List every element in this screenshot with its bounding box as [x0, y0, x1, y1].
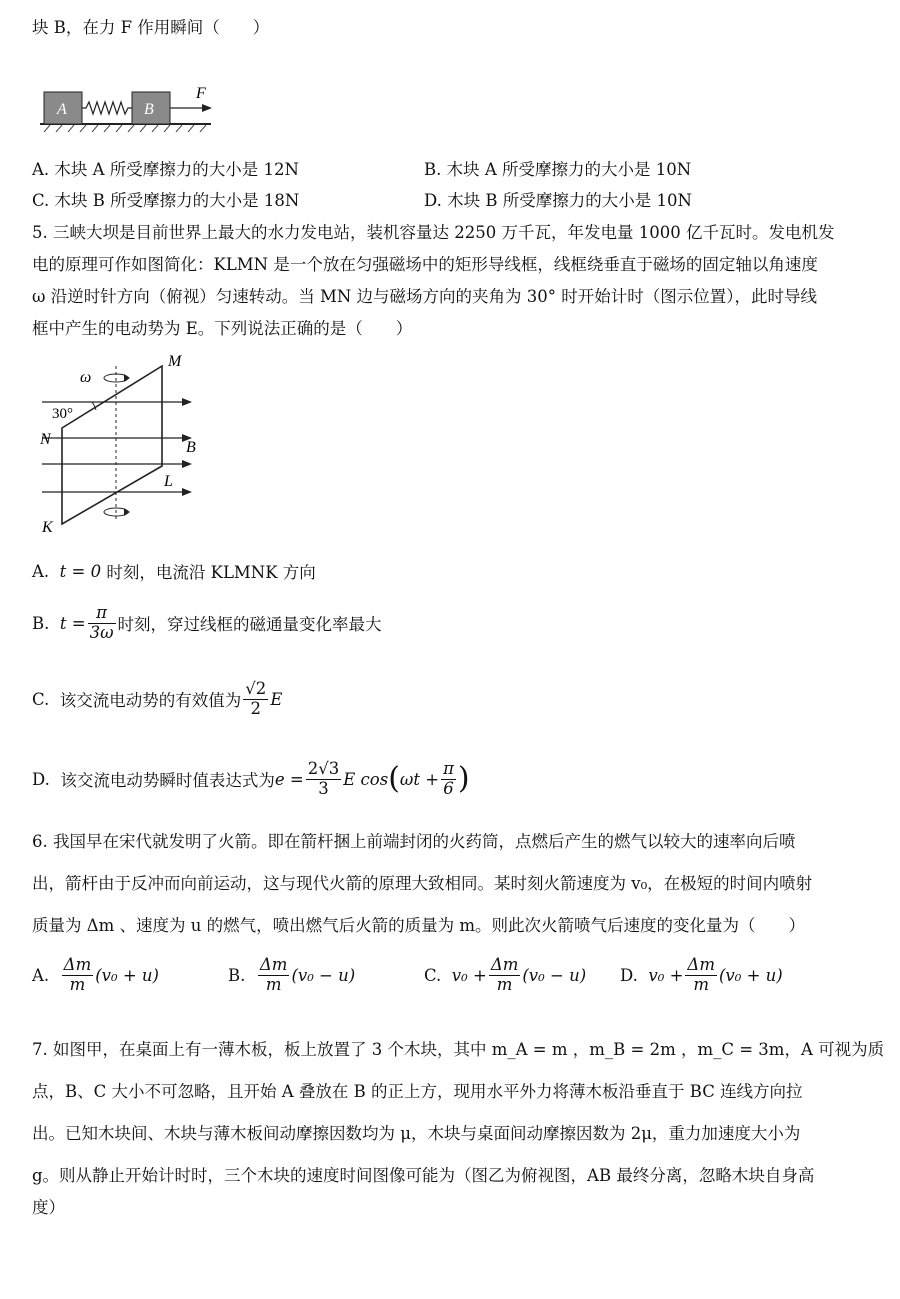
q5-option-d[interactable]: D. 该交流电动势瞬时值表达式为 e = $\frac{2√3}{3}$ E cos ( ωt + $\frac{\pi}{6}$ )	[32, 759, 470, 798]
q4-stem-tail: 块 B，在力 F 作用瞬间（ ）	[32, 18, 270, 37]
option-prefix: A.	[32, 965, 50, 985]
q6-line-2: 出，箭杆由于反冲而向前运动，这与现代火箭的原理大致相同。某时刻火箭速度为 v₀，在极短的时间内喷射	[32, 874, 813, 893]
q5-option-b[interactable]	[32, 604, 382, 643]
vertex-m-label: M	[168, 353, 182, 370]
block-b-label: B	[144, 101, 154, 118]
math-expression: t =	[59, 613, 86, 633]
option-prefix: D.	[32, 769, 50, 789]
q5-line-3: ω 沿逆时针方向（俯视）匀速转动。当 MN 边与磁场方向的夹角为 30° 时开始计时（图示位置），此时导线	[32, 287, 818, 306]
math-expression: v₀ +	[451, 965, 487, 985]
q7-line-2: 点，B、C 大小不可忽略，且开始 A 叠放在 B 的正上方，现用水平外力将薄木板沿垂直于 BC 连线方向拉	[32, 1082, 803, 1101]
vertex-l-label: L	[164, 473, 173, 490]
option-prefix: C.	[32, 689, 50, 709]
q5-line-2: 电的原理可作如图简化：KLMN 是一个放在匀强磁场中的矩形导线框，线框绕垂直于磁场的固定轴以角速度	[32, 255, 818, 274]
q6-line-1: 6. 我国早在宋代就发明了火箭。即在箭杆捆上前端封闭的火药筒，点燃后产生的燃气以较大的速率向后喷	[32, 832, 796, 851]
angle-label: 30°	[52, 406, 73, 422]
block-a-label: A	[57, 101, 67, 118]
fraction: $\frac{\pi}{3\omega}$	[89, 603, 114, 642]
option-text: 该交流电动势的有效值为	[59, 691, 242, 711]
q5-line-4: 框中产生的电动势为 E。下列说法正确的是（ ）	[32, 319, 413, 338]
q4-option-c[interactable]: C. 木块 B 所受摩擦力的大小是 18N	[32, 191, 300, 210]
option-prefix: B.	[228, 965, 246, 985]
omega-label: ω	[80, 369, 92, 386]
q7-line-5: 度）	[32, 1198, 65, 1217]
option-text: 时刻，电流沿 KLMNK 方向	[106, 563, 316, 582]
q7-line-1: 7. 如图甲，在桌面上有一薄木板，板上放置了 3 个木块，其中 m_A = m ，m_B = 2m ，m_C = 3m，A 可视为质	[32, 1040, 885, 1059]
fraction: $\frac{\pi}{6}$	[443, 759, 454, 798]
spring	[82, 102, 132, 114]
math-expression: v₀ +	[648, 965, 684, 985]
fraction: $\frac{\Delta m}{m}$	[687, 955, 715, 994]
force-label: F	[196, 85, 206, 102]
fraction: $\frac{\Delta m}{m}$	[259, 955, 288, 994]
option-prefix: A.	[32, 561, 50, 581]
option-prefix: D.	[620, 965, 638, 985]
q6-option-d[interactable]	[620, 956, 783, 995]
q4-figure	[36, 84, 226, 136]
q4-option-d[interactable]: D. 木块 B 所受摩擦力的大小是 10N	[424, 191, 692, 210]
q5-line-1: 5. 三峡大坝是目前世界上最大的水力发电站，装机容量达 2250 万千瓦，年发电量 1000 亿千瓦时。发电机发	[32, 223, 835, 242]
q6-option-b[interactable]	[228, 956, 355, 995]
math-expression: (v₀ − u)	[291, 965, 356, 985]
math-expression: t = 0	[59, 561, 102, 581]
q7-line-3: 出。已知木块间、木块与薄木板间动摩擦因数均为 μ，木块与桌面间动摩擦因数为 2μ，重力加速度大小为	[32, 1124, 801, 1143]
math-expression: E cos	[343, 769, 389, 789]
option-text: 该交流电动势瞬时值表达式为	[60, 771, 275, 791]
q7-line-4: g。则从静止开始计时时，三个木块的速度时间图像可能为（图乙为俯视图，AB 最终分离，忽略木块自身高	[32, 1166, 815, 1185]
fraction: $\frac{\Delta m}{m}$	[63, 955, 92, 994]
q5-option-c[interactable]	[32, 680, 282, 719]
math-expression: ωt +	[399, 769, 440, 789]
math-expression: (v₀ + u)	[95, 965, 159, 985]
math-expression: (v₀ + u)	[718, 965, 783, 985]
fraction: $\frac{√2}{2}$	[245, 679, 267, 718]
q6-option-a[interactable]	[32, 956, 159, 995]
math-expression: E	[270, 689, 283, 709]
fraction: $\frac{\Delta m}{m}$	[490, 955, 519, 994]
q6-line-3: 质量为 Δm 、速度为 u 的燃气，喷出燃气后火箭的质量为 m。则此次火箭喷气后速度的变化量为（ ）	[32, 916, 806, 935]
q5-figure	[36, 352, 226, 536]
q4-option-b[interactable]: B. 木块 A 所受摩擦力的大小是 10N	[424, 160, 692, 179]
field-b-label: B	[186, 439, 196, 456]
option-prefix: B.	[32, 613, 50, 633]
wire-frame	[62, 366, 162, 524]
option-text: 时刻，穿过线框的磁通量变化率最大	[117, 615, 382, 635]
option-prefix: C.	[424, 965, 442, 985]
q6-option-c[interactable]	[424, 956, 586, 995]
vertex-k-label: K	[42, 519, 53, 536]
q4-option-a[interactable]: A. 木块 A 所受摩擦力的大小是 12N	[32, 160, 299, 179]
fraction: $\frac{2√3}{3}$	[307, 759, 340, 798]
math-expression: (v₀ − u)	[522, 965, 587, 985]
q5-option-a[interactable]	[32, 559, 316, 583]
vertex-n-label: N	[40, 431, 51, 448]
math-expression: e =	[274, 769, 304, 789]
